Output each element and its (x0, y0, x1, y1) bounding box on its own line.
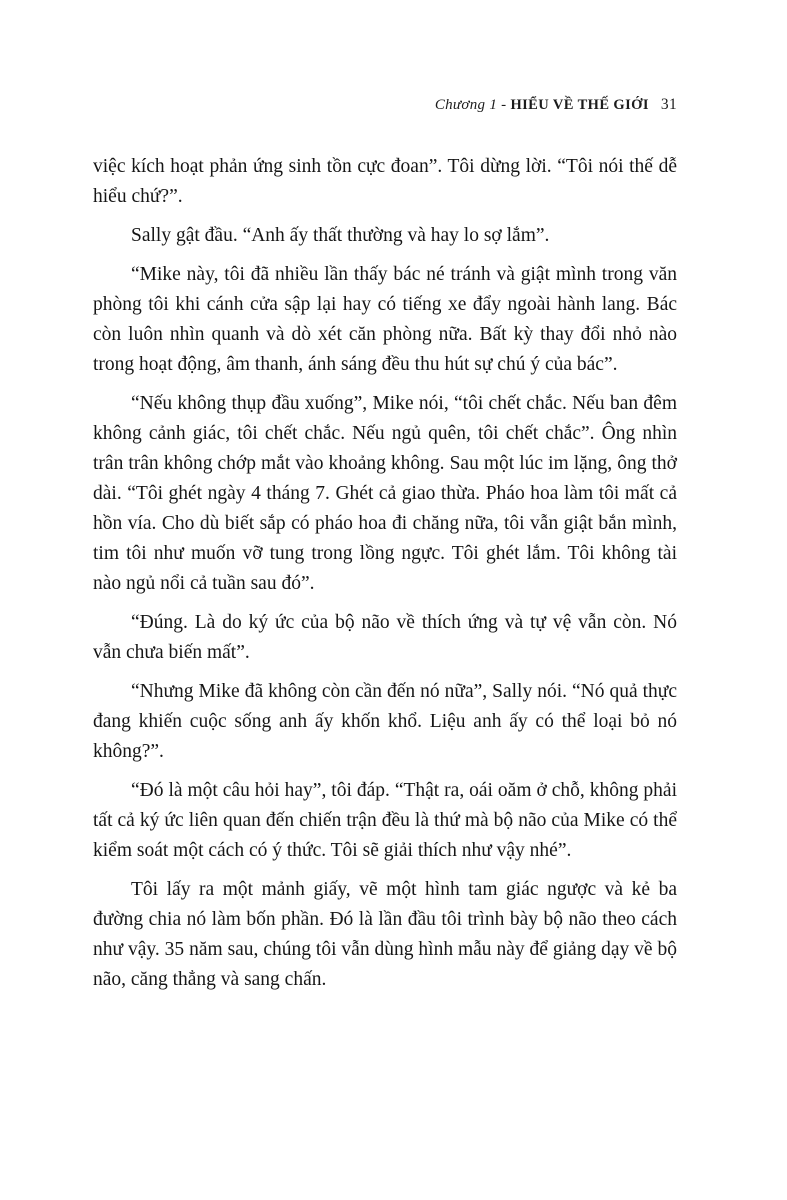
paragraph: việc kích hoạt phản ứng sinh tồn cực đoan”. Tôi dừng lời. “Tôi nói thế dễ hiểu chứ?”. (93, 156, 677, 207)
chapter-label: Chương 1 (434, 97, 498, 113)
paragraph: Tôi lấy ra một mảnh giấy, vẽ một hình tam giác ngược và kẻ ba đường chia nó làm bốn phần. Đó là lần đầu tôi trình bày bộ não theo cách như vậy. 35 năm sau, chúng tôi vẫn dùng hình mẫu này để giảng dạy về bộ não, căng thẳng và sang chấn. (93, 879, 677, 990)
paragraph: “Đúng. Là do ký ức của bộ não về thích ứng và tự vệ vẫn còn. Nó vẫn chưa biến mất”. (93, 612, 677, 663)
paragraph: “Mike này, tôi đã nhiều lần thấy bác né tránh và giật mình trong văn phòng tôi khi cánh cửa sập lại hay có tiếng xe đẩy ngoài hành lang. Bác còn luôn nhìn quanh và dò xét căn phòng nữa. Bất kỳ thay đổi nhỏ nào trong hoạt động, âm thanh, ánh sáng đều thu hút sự chú ý của bác”. (93, 264, 677, 375)
body-text (93, 152, 677, 1004)
paragraph: “Nếu không thụp đầu xuống”, Mike nói, “tôi chết chắc. Nếu ban đêm không cảnh giác, tôi chết chắc. Nếu ngủ quên, tôi chết chắc”. Ông nhìn trân trân không chớp mắt vào khoảng không. Sau một lúc im lặng, ông thở dài. “Tôi ghét ngày 4 tháng 7. Ghét cả giao thừa. Pháo hoa làm tôi mất cả hồn vía. Cho dù biết sắp có pháo hoa đi chăng nữa, tôi vẫn giật bắn mình, tim tôi như muốn vỡ tung trong lồng ngực. Tôi ghét lắm. Tôi không tài nào ngủ nổi cả tuần sau đó”. (93, 393, 677, 594)
paragraph: “Nhưng Mike đã không còn cần đến nó nữa”, Sally nói. “Nó quả thực đang khiến cuộc sống anh ấy khốn khổ. Liệu anh ấy có thể loại bỏ nó không?”. (93, 681, 677, 762)
paragraph: Sally gật đầu. “Anh ấy thất thường và hay lo sợ lắm”. (131, 225, 550, 246)
running-header (435, 96, 677, 114)
chapter-title: HIỂU VỀ THẾ GIỚI (510, 97, 649, 113)
header-separator: - (501, 97, 507, 113)
page-number: 31 (660, 96, 677, 113)
paragraph: “Đó là một câu hỏi hay”, tôi đáp. “Thật ra, oái oăm ở chỗ, không phải tất cả ký ức liên quan đến chiến trận đều là thứ mà bộ não của Mike có thể kiểm soát một cách có ý thức. Tôi sẽ giải thích như vậy nhé”. (93, 780, 677, 861)
